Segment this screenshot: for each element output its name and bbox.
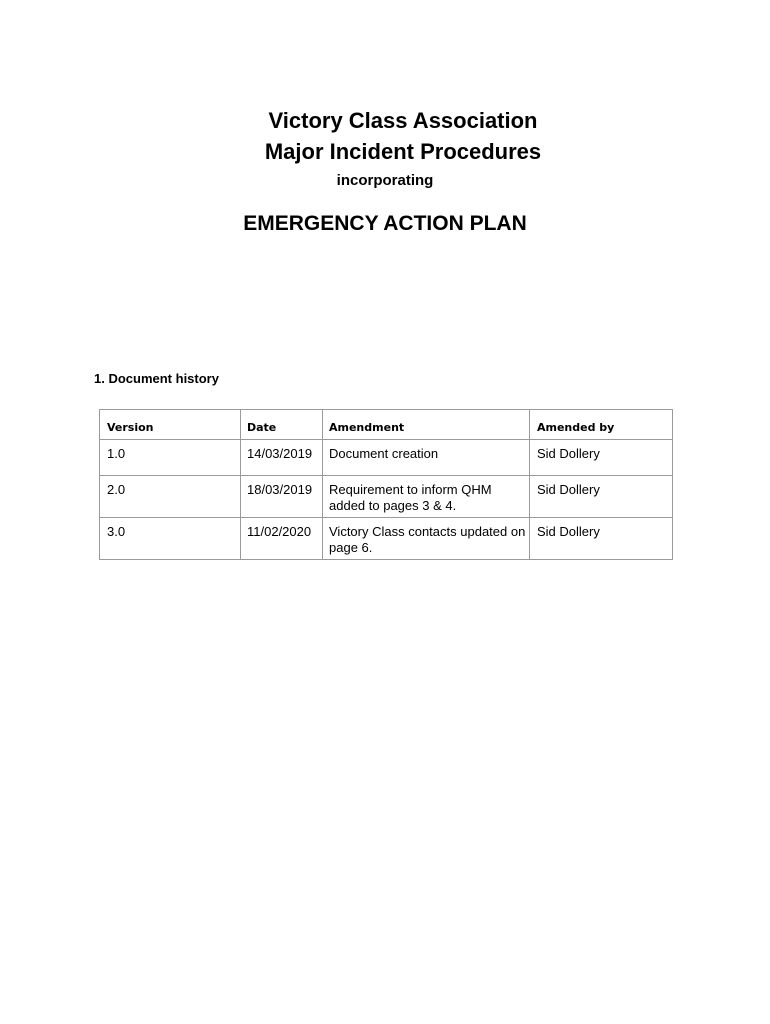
- cell-amendment: Document creation: [323, 440, 530, 476]
- table-row: [100, 440, 673, 476]
- column-header-amended-by: Amended by: [530, 410, 673, 440]
- document-history-table: [99, 409, 673, 560]
- section-heading-document-history: 1. Document history: [94, 371, 219, 386]
- cell-date: 14/03/2019: [241, 440, 323, 476]
- cell-version: 2.0: [100, 476, 241, 518]
- table-header-row: [100, 410, 673, 440]
- cell-date: 18/03/2019: [241, 476, 323, 518]
- cell-version: 1.0: [100, 440, 241, 476]
- cell-date: 11/02/2020: [241, 518, 323, 560]
- cell-amended-by: Sid Dollery: [530, 440, 673, 476]
- table-row: [100, 476, 673, 518]
- organisation-title: Victory Class Association: [268, 108, 538, 133]
- column-header-version: Version: [100, 410, 241, 440]
- cell-version: 3.0: [100, 518, 241, 560]
- table-row: [100, 518, 673, 560]
- column-header-amendment: Amendment: [323, 410, 530, 440]
- cell-amendment: Victory Class contacts updated on page 6.: [323, 518, 530, 560]
- cell-amendment: Requirement to inform QHM added to pages 3 & 4.: [323, 476, 530, 518]
- column-header-date: Date: [241, 410, 323, 440]
- plan-title: EMERGENCY ACTION PLAN: [243, 212, 527, 235]
- document-title: Major Incident Procedures: [264, 139, 542, 164]
- cell-amended-by: Sid Dollery: [530, 476, 673, 518]
- cell-amended-by: Sid Dollery: [530, 518, 673, 560]
- title-connector: incorporating: [336, 172, 434, 189]
